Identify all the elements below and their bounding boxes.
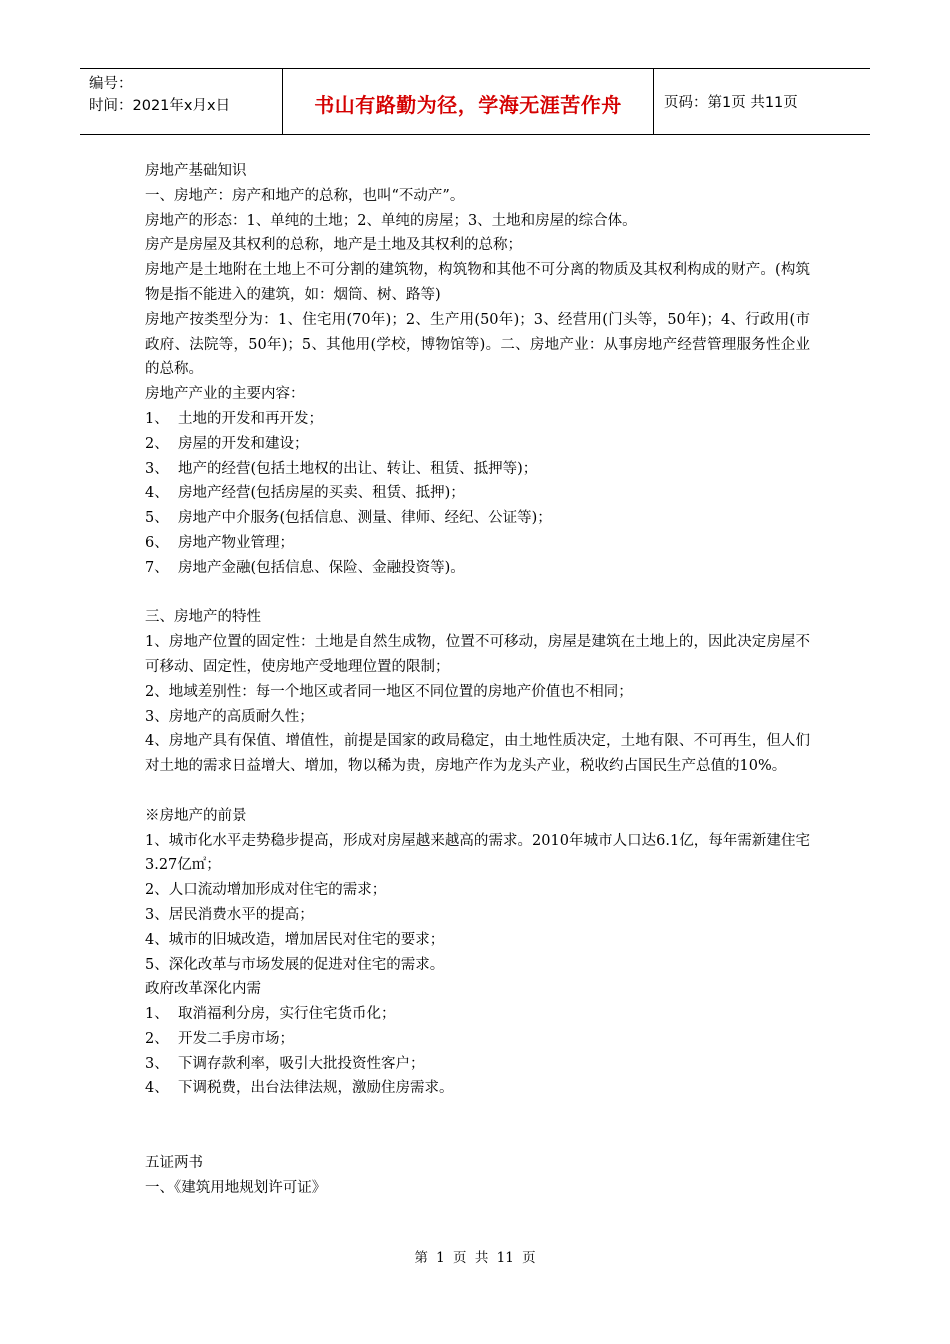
paragraph: 1、城市化水平走势稳步提高，形成对房屋越来越高的需求。2010年城市人口达6.1亿，每年需新建住宅3.27亿㎡； <box>145 832 810 874</box>
reform-list <box>145 1002 810 1101</box>
header-page-cell <box>654 69 870 134</box>
paragraph: 4、城市的旧城改造，增加居民对住宅的要求； <box>145 931 445 948</box>
list-item: 1、 取消福利分房，实行住宅货币化； <box>145 1006 396 1023</box>
list-item: 5、 房地产中介服务(包括信息、测量、律师、经纪、公证等)； <box>145 510 552 527</box>
list-item: 2、 房屋的开发和建设； <box>145 435 309 452</box>
list-item: 4、 房地产经营(包括房屋的买卖、租赁、抵押)； <box>145 485 465 502</box>
spacer <box>145 1101 810 1151</box>
spacer <box>145 779 810 804</box>
paragraph: 政府改革深化内需 <box>145 981 261 998</box>
list-item: 6、 房地产物业管理； <box>145 534 294 551</box>
document-date-label: 时间：2021年x月x日 <box>89 98 231 114</box>
section-heading: 五证两书 <box>145 1154 203 1171</box>
paragraph: 房地产是土地附在土地上不可分割的建筑物，构筑物和其他不可分离的物质及其权利构成的财产。(构筑物是指不能进入的建筑，如：烟筒、树、路等) <box>145 262 810 303</box>
spacer <box>145 581 810 606</box>
paragraph: 房地产按类型分为：1、住宅用(70年)；2、生产用(50年)；3、经营用(门头等，50年)；4、行政用(市政府、法院等，50年)；5、其他用(学校，博物馆等)。二、房地产业：从事房地产经营管理服务性企业的总称。 <box>145 311 810 378</box>
header-info-cell <box>80 69 282 134</box>
paragraph: 一、房地产：房产和地产的总称，也叫“不动产”。 <box>145 187 465 204</box>
paragraph: 1、房地产位置的固定性：土地是自然生成物，位置不可移动，房屋是建筑在土地上的，因此决定房屋不可移动、固定性，使房地产受地理位置的限制； <box>145 634 810 675</box>
document-number-label: 编号： <box>89 76 133 92</box>
header-page-label: 页码：第1页 共11页 <box>664 95 798 111</box>
paragraph: 5、深化改革与市场发展的促进对住宅的需求。 <box>145 956 445 973</box>
list-item: 3、 下调存款利率，吸引大批投资性客户； <box>145 1055 425 1072</box>
list-item: 7、 房地产金融(包括信息、保险、金融投资等)。 <box>145 559 465 576</box>
page-footer: 第 1 页 共 11 页 <box>414 1250 536 1266</box>
industry-list <box>145 407 810 581</box>
section-heading: ※房地产的前景 <box>145 807 247 824</box>
header-motto: 书山有路勤为径，学海无涯苦作舟 <box>314 93 622 117</box>
paragraph: 2、地域差别性：每一个地区或者同一地区不同位置的房地产价值也不相同； <box>145 683 633 700</box>
list-item: 1、 土地的开发和再开发； <box>145 410 323 427</box>
document-body <box>145 159 810 1200</box>
paragraph: 3、居民消费水平的提高； <box>145 906 314 923</box>
paragraph: 3、房地产的高质耐久性； <box>145 708 314 725</box>
paragraph: 房地产产业的主要内容： <box>145 386 305 403</box>
list-item: 3、 地产的经营(包括土地权的出让、转让、租赁、抵押等)； <box>145 460 538 477</box>
paragraph: 4、房地产具有保值、增值性，前提是国家的政局稳定，由土地性质决定，土地有限、不可再生，但人们对土地的需求日益增大、增加，物以稀为贵，房地产作为龙头产业，税收约占国民生产总值的10%。 <box>145 733 810 775</box>
section-heading: 三、房地产的特性 <box>145 609 261 626</box>
page-header <box>80 68 870 135</box>
list-item: 4、 下调税费，出台法律法规，激励住房需求。 <box>145 1080 454 1097</box>
header-motto-cell <box>282 69 654 134</box>
paragraph: 房产是房屋及其权利的总称，地产是土地及其权利的总称； <box>145 237 522 254</box>
document-title: 房地产基础知识 <box>145 163 247 179</box>
list-item: 2、 开发二手房市场； <box>145 1030 294 1047</box>
paragraph: 2、人口流动增加形成对住宅的需求； <box>145 882 387 899</box>
paragraph: 房地产的形态：1、单纯的土地；2、单纯的房屋；3、土地和房屋的综合体。 <box>145 212 637 229</box>
paragraph: 一、《建筑用地规划许可证》 <box>145 1179 327 1196</box>
